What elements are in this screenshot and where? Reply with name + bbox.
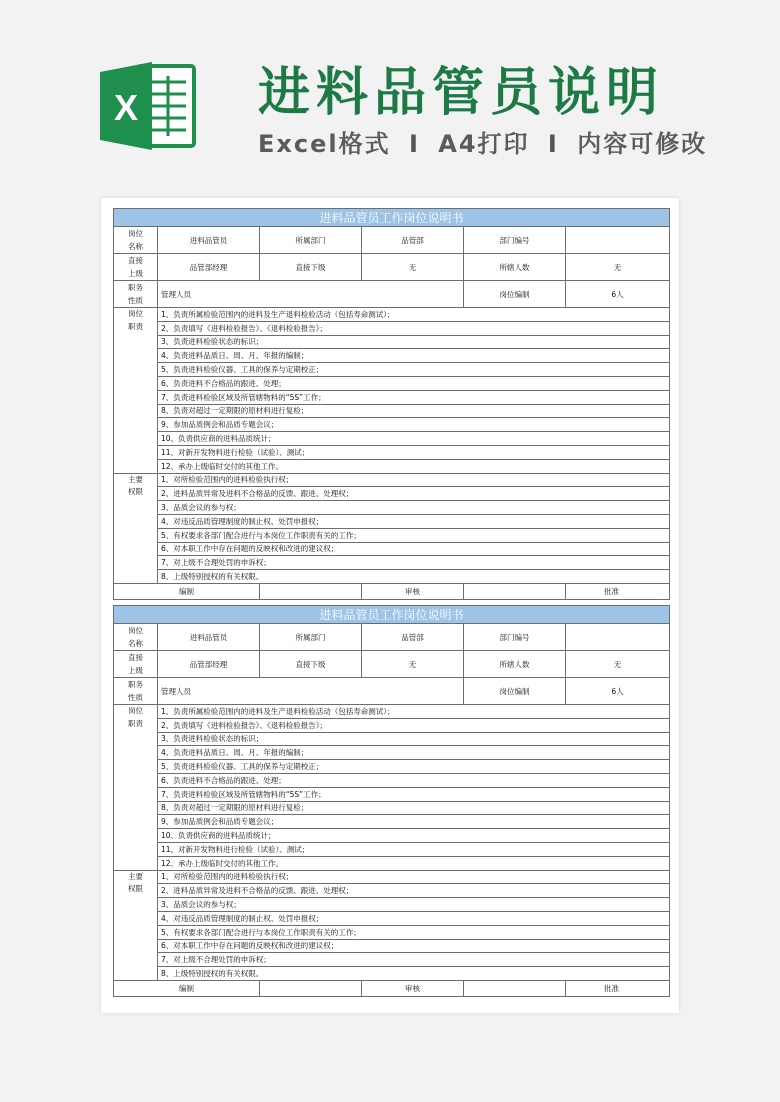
authority-item: 3、品质会议的参与权；: [158, 898, 670, 912]
duty-item: 5、负责进料检验仪器、工具的保养与定期校正；: [158, 363, 670, 377]
authority-item: 2、进料品质异常及进料不合格品的反馈、跟进、处理权；: [158, 487, 670, 501]
authority-row: [114, 911, 670, 925]
excel-logo-letter: X: [113, 87, 139, 128]
authority-item: 4、对违反品质管理制度的制止权、处罚申报权；: [158, 911, 670, 925]
table-caption-row: [114, 209, 670, 227]
duty-row: [114, 815, 670, 829]
label-department-code: 部门编号: [464, 227, 566, 254]
authority-row: [114, 925, 670, 939]
label-direct-subordinate: 直接下级: [260, 254, 362, 281]
duty-item: 10、负责供应商的进料品质统计；: [158, 829, 670, 843]
table-caption-row: [114, 606, 670, 624]
duty-row: [114, 718, 670, 732]
authority-row: [114, 542, 670, 556]
duty-item: 6、负责进料不合格品的跟进、处理；: [158, 773, 670, 787]
subtitle-separator: I: [408, 130, 420, 158]
authority-item: 1、对所检验范围内的进料检验执行权；: [158, 870, 670, 884]
label-duties: 岗位 职责: [114, 308, 158, 474]
authority-item: 8、上级特别授权的有关权限。: [158, 967, 670, 981]
value-staffing: 6人: [566, 678, 670, 705]
subtitle-print: A4打印: [438, 130, 530, 158]
authority-item: 7、对上级不合理处罚的申诉权；: [158, 953, 670, 967]
authority-row: [114, 953, 670, 967]
duty-item: 11、对新开发物料进行检验（试验）、测试；: [158, 842, 670, 856]
label-staffing: 岗位编制: [464, 281, 566, 308]
authority-item: 7、对上级不合理处罚的申诉权；: [158, 556, 670, 570]
label-job-nature: 职务 性质: [114, 281, 158, 308]
value-direct-subordinate: 无: [362, 651, 464, 678]
label-position-name: 岗位 名称: [114, 624, 158, 651]
value-review: [464, 583, 566, 599]
label-compile: 编制: [114, 583, 260, 599]
authority-row: [114, 870, 670, 884]
duty-row: [114, 829, 670, 843]
authority-row: [114, 898, 670, 912]
value-position-name: 进料品管员: [158, 227, 260, 254]
value-department-code: [566, 227, 670, 254]
page-title: 进料品管员说明: [258, 63, 665, 123]
authority-row: [114, 884, 670, 898]
duty-row: [114, 856, 670, 870]
table-caption: 进料品管员工作岗位说明书: [114, 606, 670, 624]
label-direct-superior: 直接 上级: [114, 254, 158, 281]
duty-item: 1、负责所属检验范围内的进料及生产退料检验活动（包括寿命测试）；: [158, 705, 670, 719]
label-direct-superior: 直接 上级: [114, 651, 158, 678]
signature-row: [114, 583, 670, 599]
duty-item: 8、负责对超过一定期限的原材料进行复检；: [158, 404, 670, 418]
value-position-name: 进料品管员: [158, 624, 260, 651]
duty-item: 12、承办上级临时交付的其他工作。: [158, 856, 670, 870]
value-compile: [260, 980, 362, 996]
label-compile: 编制: [114, 980, 260, 996]
label-approve: 批准: [566, 583, 670, 599]
label-review: 审核: [362, 583, 464, 599]
label-headcount: 所辖人数: [464, 254, 566, 281]
value-department-code: [566, 624, 670, 651]
duty-item: 5、负责进料检验仪器、工具的保养与定期校正；: [158, 760, 670, 774]
duty-row: [114, 842, 670, 856]
label-department: 所属部门: [260, 227, 362, 254]
duty-row: [114, 746, 670, 760]
signature-row: [114, 980, 670, 996]
value-department: 品管部: [362, 624, 464, 651]
label-job-nature: 职务 性质: [114, 678, 158, 705]
duty-item: 3、负责进料检验状态的标识；: [158, 335, 670, 349]
duty-row: [114, 390, 670, 404]
value-headcount: 无: [566, 254, 670, 281]
value-review: [464, 980, 566, 996]
label-authority: 主要 权限: [114, 473, 158, 583]
job-table: [113, 208, 670, 600]
authority-item: 8、上级特别授权的有关权限。: [158, 570, 670, 584]
info-row: [114, 651, 670, 678]
excel-logo-icon: [100, 60, 196, 152]
duty-item: 1、负责所属检验范围内的进料及生产退料检验活动（包括寿命测试）；: [158, 308, 670, 322]
info-row: [114, 281, 670, 308]
authority-item: 6、对本职工作中存在问题的反映权和改进的建议权；: [158, 939, 670, 953]
info-row: [114, 254, 670, 281]
label-review: 审核: [362, 980, 464, 996]
label-department-code: 部门编号: [464, 624, 566, 651]
duty-item: 11、对新开发物料进行检验（试验）、测试；: [158, 445, 670, 459]
duty-item: 8、负责对超过一定期限的原材料进行复检；: [158, 801, 670, 815]
duty-item: 12、承办上级临时交付的其他工作。: [158, 459, 670, 473]
duty-item: 3、负责进料检验状态的标识；: [158, 732, 670, 746]
authority-row: [114, 570, 670, 584]
value-staffing: 6人: [566, 281, 670, 308]
duty-row: [114, 801, 670, 815]
authority-row: [114, 556, 670, 570]
duty-item: 2、负责填写《进料检验报告》、《退料检验报告》；: [158, 718, 670, 732]
duty-row: [114, 363, 670, 377]
value-direct-superior: 品管部经理: [158, 651, 260, 678]
duty-item: 4、负责进料品质日、周、月、年报的编制；: [158, 349, 670, 363]
duty-row: [114, 705, 670, 719]
duty-item: 7、负责进料检验区域及所管辖物料的“5S”工作；: [158, 787, 670, 801]
duty-row: [114, 376, 670, 390]
label-duties: 岗位 职责: [114, 705, 158, 871]
info-row: [114, 227, 670, 254]
value-job-nature: 管理人员: [158, 281, 464, 308]
value-job-nature: 管理人员: [158, 678, 464, 705]
authority-row: [114, 967, 670, 981]
value-direct-subordinate: 无: [362, 254, 464, 281]
duty-item: 10、负责供应商的进料品质统计；: [158, 432, 670, 446]
label-staffing: 岗位编制: [464, 678, 566, 705]
authority-row: [114, 939, 670, 953]
duty-row: [114, 308, 670, 322]
label-authority: 主要 权限: [114, 870, 158, 980]
authority-item: 5、有权要求各部门配合进行与本岗位工作职责有关的工作；: [158, 528, 670, 542]
info-row: [114, 678, 670, 705]
table-caption: 进料品管员工作岗位说明书: [114, 209, 670, 227]
subtitle-separator: I: [547, 130, 559, 158]
authority-item: 2、进料品质异常及进料不合格品的反馈、跟进、处理权；: [158, 884, 670, 898]
value-compile: [260, 583, 362, 599]
label-department: 所属部门: [260, 624, 362, 651]
authority-row: [114, 514, 670, 528]
duty-row: [114, 349, 670, 363]
authority-item: 1、对所检验范围内的进料检验执行权；: [158, 473, 670, 487]
duty-row: [114, 432, 670, 446]
duty-row: [114, 459, 670, 473]
value-department: 品管部: [362, 227, 464, 254]
duty-row: [114, 773, 670, 787]
authority-item: 5、有权要求各部门配合进行与本岗位工作职责有关的工作；: [158, 925, 670, 939]
authority-row: [114, 528, 670, 542]
duty-row: [114, 787, 670, 801]
duty-item: 9、参加品质例会和品质专题会议；: [158, 418, 670, 432]
value-headcount: 无: [566, 651, 670, 678]
duty-item: 9、参加品质例会和品质专题会议；: [158, 815, 670, 829]
duty-row: [114, 418, 670, 432]
authority-row: [114, 473, 670, 487]
subtitle-format: Excel格式: [258, 130, 391, 158]
duty-row: [114, 732, 670, 746]
banner: [0, 0, 780, 196]
job-sheet: [113, 208, 669, 600]
label-approve: 批准: [566, 980, 670, 996]
page-subtitle: [258, 124, 707, 159]
duty-item: 7、负责进料检验区域及所管辖物料的“5S”工作；: [158, 390, 670, 404]
label-position-name: 岗位 名称: [114, 227, 158, 254]
authority-item: 3、品质会议的参与权；: [158, 501, 670, 515]
value-direct-superior: 品管部经理: [158, 254, 260, 281]
label-headcount: 所辖人数: [464, 651, 566, 678]
duty-row: [114, 445, 670, 459]
document-paper: [101, 198, 679, 1013]
info-row: [114, 624, 670, 651]
label-direct-subordinate: 直接下级: [260, 651, 362, 678]
duty-row: [114, 321, 670, 335]
authority-row: [114, 501, 670, 515]
authority-item: 4、对违反品质管理制度的制止权、处罚申报权；: [158, 514, 670, 528]
subtitle-editable: 内容可修改: [577, 130, 708, 158]
job-table: [113, 605, 670, 997]
duty-row: [114, 335, 670, 349]
duty-item: 2、负责填写《进料检验报告》、《退料检验报告》；: [158, 321, 670, 335]
authority-item: 6、对本职工作中存在问题的反映权和改进的建议权；: [158, 542, 670, 556]
duty-item: 4、负责进料品质日、周、月、年报的编制；: [158, 746, 670, 760]
duty-row: [114, 404, 670, 418]
job-sheet: [113, 605, 669, 997]
duty-item: 6、负责进料不合格品的跟进、处理；: [158, 376, 670, 390]
duty-row: [114, 760, 670, 774]
authority-row: [114, 487, 670, 501]
